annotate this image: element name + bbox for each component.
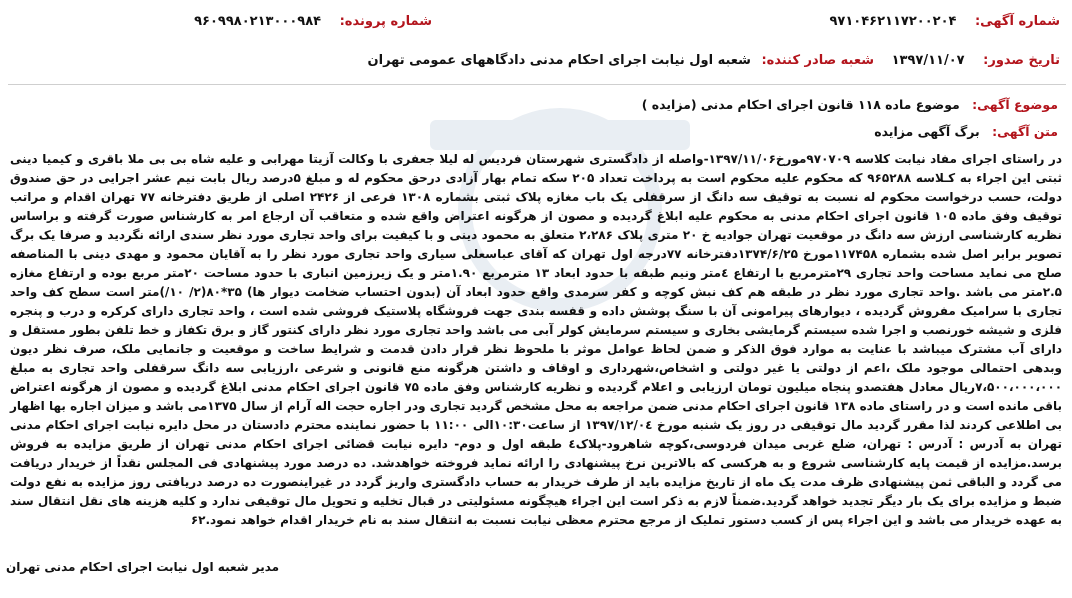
text-heading-row: [874, 124, 1058, 139]
issuing-branch-row: [368, 53, 874, 68]
text-heading-label: متن آگهی:: [992, 124, 1058, 139]
subject-value: موضوع ماده ۱۱۸ قانون اجرای احکام مدنی (مزایده ): [641, 97, 960, 112]
case-number: ۹۶۰۹۹۸۰۲۱۳۰۰۰۹۸۴: [194, 14, 322, 29]
header-divider: [8, 84, 1066, 85]
signature-line: مدیر شعبه اول نیابت اجرای احکام مدنی تهران: [6, 560, 280, 574]
notice-number-label: شماره آگهی:: [974, 14, 1060, 29]
notice-number-row: [830, 14, 1061, 29]
case-number-label: شماره پرونده:: [339, 14, 432, 29]
text-heading-value: برگ آگهی مزایده: [874, 124, 980, 139]
subject-label: موضوع آگهی:: [972, 97, 1058, 112]
subject-row: [642, 97, 1058, 112]
notice-body-text: در راستای اجرای مفاد نیابت کلاسه ۹۷۰۷۰۹مورخ۱۳۹۷/۱۱/۰۶-واصله از دادگستری شهرستان فردیس له لیلا جعفری با وکالت آزیتا مهرابی و علیه شاه بی بی ملا باقری و کیمیا دینی ثبتی این اجراء به کـلاسه ۹۶۵۲۸۸ که محکوم علیه محکوم است به پرداخت تعداد ۲۰۵ سکه تمام بهار آزادی درحق محکوم له و مبلغ ۵درصد ریال بابت نیم عشر اجرایی در حق صندوق دولت، حسب درخواست محکوم له نسبت به توقیف سه دانگ از سرقفلی یک باب مغازه پلاک ثبتی بشماره ۱۳۰۸ فرعی از ۲۴۲۶ اصلی از طریق دفترخانه ۷۷ تهران اقدام و مراتب توقیف وفق ماده ۱۰۵ قانون اجرای احکام مدنی به محکوم علیه ابلاغ گردیده و مصون از هرگونه اعتراض واقع شده و متعاقب آن ارجاع امر به کارشناس صورت گرفته و براساس نظریه کارشناسی ارزش سه دانگ در موقعیت تهران جوادیه خ ۲۰ متری پلاک ۲،۲۸۶ متعلق به محمود دینی و با کیفیت برای واحد تجاری مورد نظر سندی ارائه نگردید و صرفا یک برگ تصویر برابر اصل شده بشماره ۱۱۷۴۵۸مورخ ۱۳۷۴/۶/۲۵دفترخانه ۷۷درجه اول تهران که آقای عباسعلی سیاری واحد تجاری مورد نظر را به آقایان محمود و مهدی دینی با المناصفه صلح می نماید مساحت واحد تجاری ۲۹مترمربع با ارتفاع ٤متر ونیم طبقه با حدود ابعاد ۱۳ مترمربع ۱.۹۰متر و یک زیرزمین انباری با حدود مساحت ۲۰متر مربع بوده و ارتفاع مغازه ۲.۵متر می باشد .واحد تجاری مورد نظر در طبقه هم کف نبش کوچه و کفر سرمدی واقع حدود ابعاد آن (بدون احتساب ضخامت دیوار ها) ۳۵*۸۰(۲/ ۱۰/)متر است سطح کف واحد تجاری با سرامیک مفروش گردیده ، دیوارهای پیرامونی آن با سنگ پوشش داده و قفسه بندی جهت فروشگاه پلاستیک فروشی شده است ، واحد تجاری دارای کرکره و درب و پنجره فلزی و شیشه خورنصب و اجرا شده سیستم گرمایشی بخاری و سیستم سرمایش کولر آبی می باشد واحد تجاری مورد نظر دارای کنتور گاز و برق تکفاز و خط تلفن بطور مستقل و دارای آب مشترک میباشد با عنایت به موارد فوق الذکر و ضمن لحاظ عوامل موثر با ملحوظ نظر قرار دادن قدمت و شرایط ساخت و موقعیت و جانمایی ملک، صرف نظر دیون وبدهی احتمالی موجود ملک ،اعم از دولتی یا غیر دولتی و اشخاص،شهرداری و اوقاف و داشتن هرگونه منع قانونی و شرعی ،ارزیابی سه دانگ سرقفلی واحد تجاری به مبلغ ۷،۵۰۰،۰۰۰،۰۰۰ریال معادل هفتصدو پنجاه میلیون تومان ارزیابی و اعلام گردیده و نظریه کارشناس وفق ماده ۷۵ قانون اجرای احکام مدنی ابلاغ گردیده و مصون از هرگونه اعتراض باقی مانده است و در راستای ماده ۱۳۸ قانون اجرای احکام مدنی ضمن مراجعه به محل مشخص گردید تجاری ودر اجاره حجت اله آرام از سال ۱۳۷۵می باشد و میزان اجاره بها اظهار بی اطلاعی کردند لذا مقرر گردید مال توقیفی در روز یک شنبه مورخ ۱۳۹۷/۱۲/۰٤ از ساعت۱۰:۳۰الی ۱۱:۰۰ با حضور نماینده محترم دادستان در محل دایره نیابت اجرای احکام مدنی تهران به آدرس : آدرس : تهران، ضلع غربی میدان فردوسی،کوچه شاهرود-پلاک٤ طبقه اول و دوم- دایره نیابت قضائی اجرای احکام مدنی تهران از طریق مزایده به فروش برسد.مزایده از قیمت پایه کارشناسی شروع و به هرکسی که بالاترین نرخ پیشنهادی را ارائه نماید فروخته خواهدشد. ده درصد مورد پیشنهادی فی المجلس نقداً از خریدار دریافت می گردد و الباقی ثمن پیشنهادی ظرف مدت یک ماه از تاریخ مزایده باید از طرف خریدار به حساب دادگستری واریز گردد در غیراینصورت ده درصد دریافتی روز مزایده به نفع دولت ضبط و مزایده برای یک بار دیگر تجدید خواهد گردید.ضمناً لازم به ذکر است این اجراء هیچگونه مسئولیتی در قبال تخلیه و تحویل مال توقیفی ندارد و کلیه هزینه های نقل انتقال سند به عهده خریدار می باشد و این اجراء پس از کسب دستور تملیک از مرجع محترم معظی نیابت نسبت به انتقال سند به نام خریدار اقدام خواهد نمود.۶۲: [10, 152, 1063, 527]
issuing-branch-label: شعبه صادر کننده:: [761, 53, 874, 68]
issuing-branch: شعبه اول نیابت اجرای احکام مدنی دادگاههای عمومی تهران: [367, 53, 751, 68]
notice-number: ۹۷۱۰۴۶۲۱۱۷۲۰۰۲۰۴: [829, 14, 957, 29]
issue-date-row: [892, 53, 1060, 68]
issue-date-label: تاریخ صدور:: [983, 53, 1060, 68]
case-number-row: [194, 14, 432, 29]
issue-date: ۱۳۹۷/۱۱/۰۷: [891, 53, 965, 68]
